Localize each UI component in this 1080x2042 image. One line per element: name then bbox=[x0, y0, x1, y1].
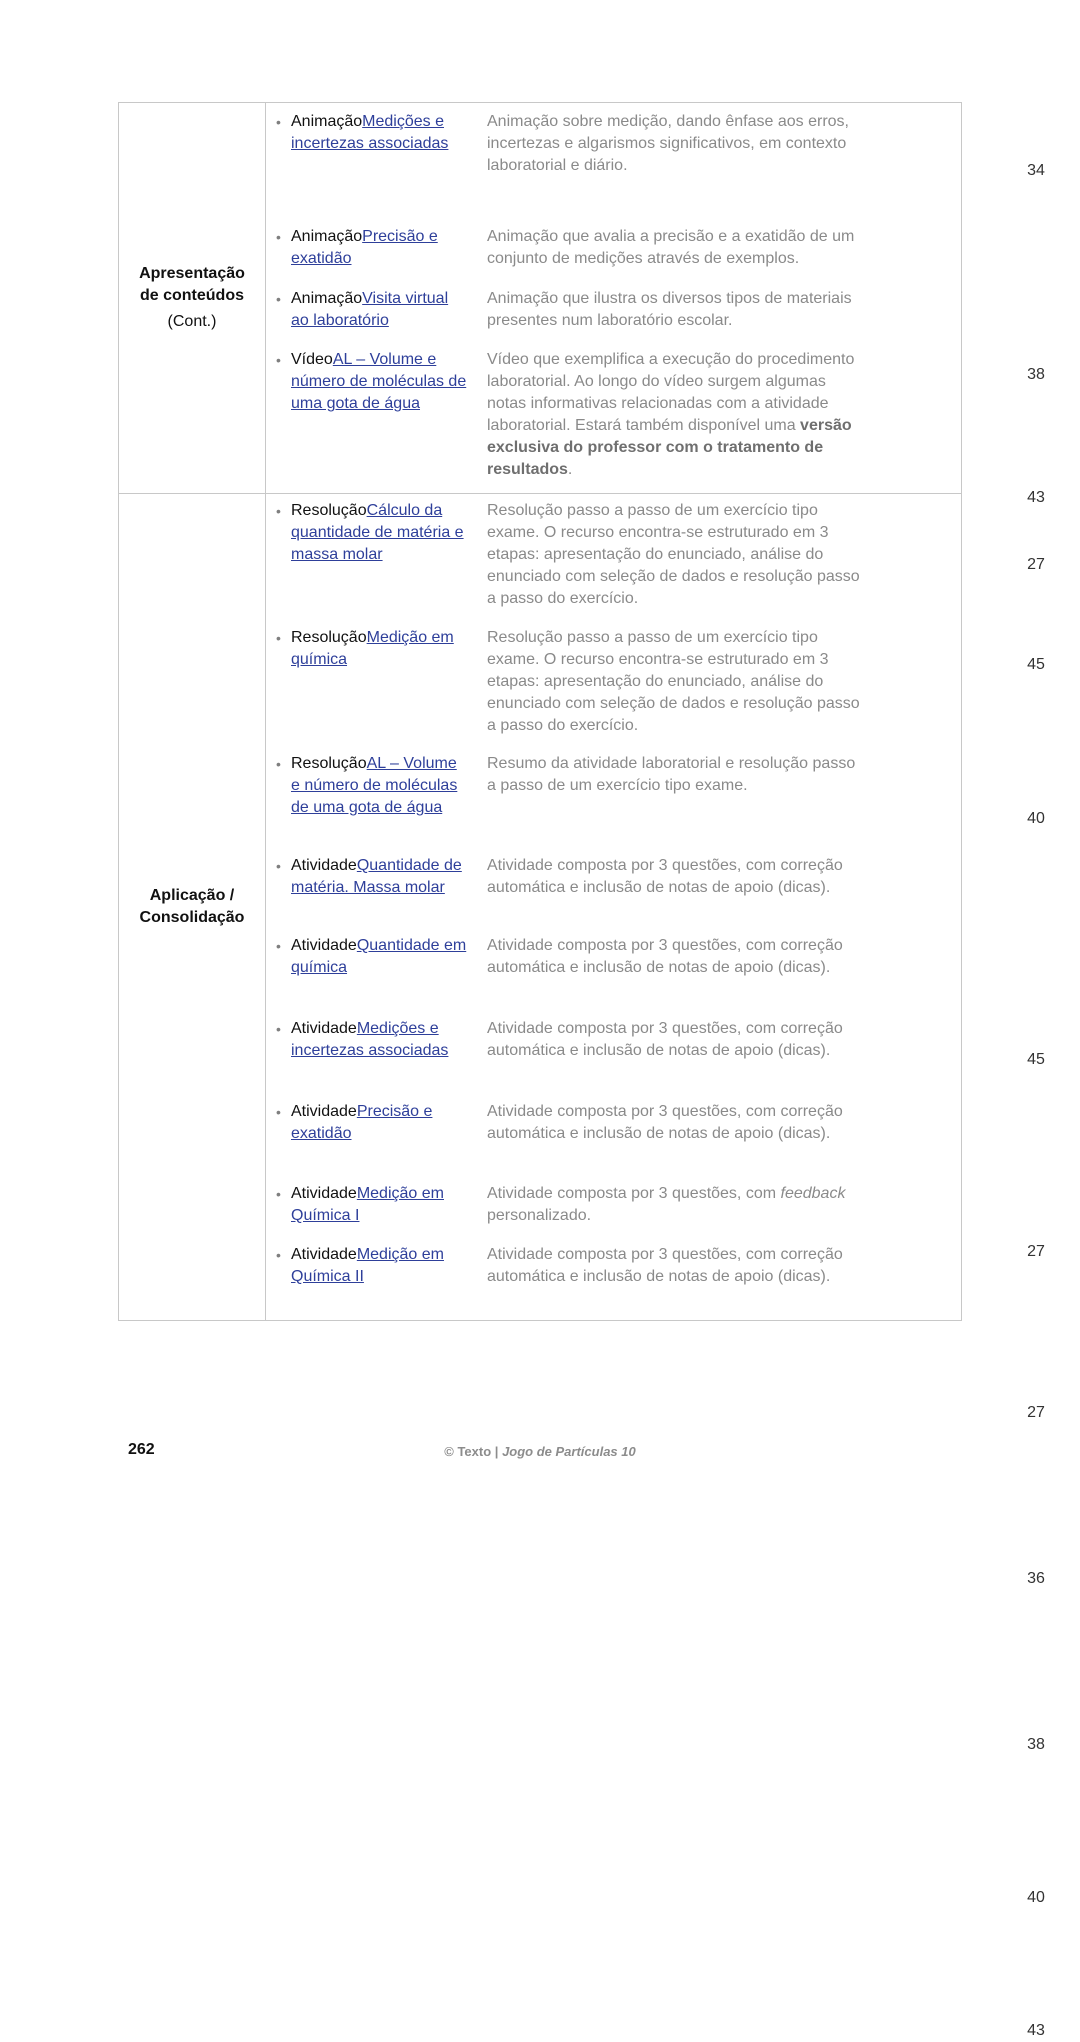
bullet-icon: • bbox=[276, 630, 281, 646]
separator: | bbox=[494, 1444, 499, 1459]
bullet-icon: • bbox=[276, 114, 281, 130]
bullet-icon: • bbox=[276, 1186, 281, 1202]
description-text: Resolução passo a passo de um exercício tipo exame. O recurso encontra-se estruturado em 3 etapas: apresentação do enunciado, análise do enunciado com seleção de dados e resolução passo a passo do exercício. bbox=[487, 629, 860, 734]
resource-link[interactable]: Medições e incertezas associadas bbox=[291, 1020, 449, 1059]
resource-item bbox=[276, 1183, 468, 1227]
bullet-icon: • bbox=[276, 503, 281, 519]
resource-link[interactable]: Visita virtual ao laboratório bbox=[291, 290, 449, 329]
description-text: Atividade composta por 3 questões, com correção automática e inclusão de notas de apoio (dicas). bbox=[487, 1103, 843, 1142]
page-reference: 34 bbox=[1027, 162, 1045, 179]
resource-item bbox=[276, 1018, 468, 1062]
resource-link[interactable]: Precisão e exatidão bbox=[291, 1103, 433, 1142]
resource-item bbox=[276, 627, 468, 671]
bullet-icon: • bbox=[276, 938, 281, 954]
resource-item bbox=[276, 111, 468, 155]
resource-description bbox=[487, 753, 867, 797]
page-reference: 43 bbox=[1027, 489, 1045, 506]
copyright: © Texto bbox=[444, 1444, 492, 1459]
section-label-cont: (Cont.) bbox=[167, 313, 217, 330]
section-label bbox=[119, 103, 266, 493]
description-text: . bbox=[567, 461, 573, 478]
resource-link[interactable]: Medição em Química I bbox=[291, 1185, 444, 1224]
resource-item bbox=[276, 500, 468, 566]
bullet-icon: • bbox=[276, 1021, 281, 1037]
resource-type: Animação bbox=[291, 228, 363, 245]
description-text: versão exclusiva do professor com o tratamento de resultados bbox=[487, 417, 852, 478]
resource-description bbox=[487, 627, 867, 737]
resource-description bbox=[487, 1183, 867, 1227]
resource-type: Atividade bbox=[291, 1246, 357, 1263]
resource-description bbox=[487, 935, 867, 979]
resource-type: Resolução bbox=[291, 755, 367, 772]
resource-item bbox=[276, 753, 468, 819]
resource-link[interactable]: Medição em Química II bbox=[291, 1246, 444, 1285]
resource-item bbox=[276, 349, 468, 415]
resource-link[interactable]: Precisão e exatidão bbox=[291, 228, 438, 267]
bullet-icon: • bbox=[276, 858, 281, 874]
resource-type: Animação bbox=[291, 113, 363, 130]
resource-link[interactable]: Medições e incertezas associadas bbox=[291, 113, 449, 152]
page-reference: 27 bbox=[1027, 556, 1045, 573]
bullet-icon: • bbox=[276, 756, 281, 772]
resource-description bbox=[487, 288, 867, 332]
resource-description bbox=[487, 1244, 867, 1288]
resource-description bbox=[487, 226, 867, 270]
page-reference: 45 bbox=[1027, 1051, 1045, 1068]
bullet-icon: • bbox=[276, 1104, 281, 1120]
resource-description bbox=[487, 111, 867, 177]
resource-link[interactable]: Quantidade de matéria. Massa molar bbox=[291, 857, 462, 896]
resource-description bbox=[487, 855, 867, 899]
description-text: Animação sobre medição, dando ênfase aos erros, incertezas e algarismos significativos, em contexto laboratorial e diário. bbox=[487, 113, 849, 174]
page-reference: 36 bbox=[1027, 1570, 1045, 1587]
description-text: Atividade composta por 3 questões, com correção automática e inclusão de notas de apoio (dicas). bbox=[487, 857, 843, 896]
description-text: Atividade composta por 3 questões, com bbox=[487, 1185, 781, 1202]
page-reference: 40 bbox=[1027, 810, 1045, 827]
page-reference: 38 bbox=[1027, 1736, 1045, 1753]
resource-item bbox=[276, 935, 468, 979]
resource-item bbox=[276, 1244, 468, 1288]
description-text: Atividade composta por 3 questões, com correção automática e inclusão de notas de apoio (dicas). bbox=[487, 937, 843, 976]
resource-description bbox=[487, 349, 867, 481]
resource-type: Resolução bbox=[291, 502, 367, 519]
section-label-title: Apresentação de conteúdos bbox=[139, 265, 245, 304]
description-text: Resolução passo a passo de um exercício tipo exame. O recurso encontra-se estruturado em 3 etapas: apresentação do enunciado, análise do enunciado com seleção de dados e resolução passo a passo do exercício. bbox=[487, 502, 860, 607]
resource-type: Resolução bbox=[291, 629, 367, 646]
resource-link[interactable]: Medição em química bbox=[291, 629, 454, 668]
resource-type: Atividade bbox=[291, 937, 357, 954]
section-label bbox=[119, 494, 266, 1320]
bullet-icon: • bbox=[276, 291, 281, 307]
description-text: personalizado. bbox=[487, 1207, 592, 1224]
bullet-icon: • bbox=[276, 229, 281, 245]
resource-type: Atividade bbox=[291, 857, 357, 874]
resource-link[interactable]: AL – Volume e número de moléculas de uma gota de água bbox=[291, 755, 458, 816]
resource-description bbox=[487, 1101, 867, 1145]
resource-item bbox=[276, 1101, 468, 1145]
resource-link[interactable]: Cálculo da quantidade de matéria e massa molar bbox=[291, 502, 464, 563]
resource-type: Vídeo bbox=[291, 351, 333, 368]
resource-type: Atividade bbox=[291, 1020, 357, 1037]
description-text: Atividade composta por 3 questões, com correção automática e inclusão de notas de apoio (dicas). bbox=[487, 1020, 843, 1059]
resource-item bbox=[276, 288, 468, 332]
resource-item bbox=[276, 226, 468, 270]
description-text: feedback bbox=[780, 1185, 846, 1202]
description-text: Animação que avalia a precisão e a exatidão de um conjunto de medições através de exemplos. bbox=[487, 228, 855, 267]
footer-credits bbox=[0, 1444, 1080, 1459]
description-text: Resumo da atividade laboratorial e resolução passo a passo de um exercício tipo exame. bbox=[487, 755, 856, 794]
page-reference: 27 bbox=[1027, 1243, 1045, 1260]
resource-type: Atividade bbox=[291, 1103, 357, 1120]
resource-description bbox=[487, 1018, 867, 1062]
page-reference: 43 bbox=[1027, 2022, 1045, 2039]
resource-description bbox=[487, 500, 867, 610]
section-label-title: Aplicação / Consolidação bbox=[139, 887, 245, 926]
description-text: Animação que ilustra os diversos tipos de materiais presentes num laboratório escolar. bbox=[487, 290, 852, 329]
resource-type: Atividade bbox=[291, 1185, 357, 1202]
resource-item bbox=[276, 855, 468, 899]
resource-link[interactable]: AL – Volume e número de moléculas de uma gota de água bbox=[291, 351, 467, 412]
page-reference: 45 bbox=[1027, 656, 1045, 673]
page-reference: 27 bbox=[1027, 1404, 1045, 1421]
description-text: Atividade composta por 3 questões, com correção automática e inclusão de notas de apoio (dicas). bbox=[487, 1246, 843, 1285]
page-reference: 38 bbox=[1027, 366, 1045, 383]
bullet-icon: • bbox=[276, 1247, 281, 1263]
resource-link[interactable]: Quantidade em química bbox=[291, 937, 467, 976]
book-title: Jogo de Partículas 10 bbox=[502, 1444, 636, 1459]
page-reference: 40 bbox=[1027, 1889, 1045, 1906]
page-number: 262 bbox=[128, 1441, 155, 1458]
bullet-icon: • bbox=[276, 352, 281, 368]
description-text: Vídeo que exemplifica a execução do procedimento laboratorial. Ao longo do vídeo surgem algumas notas informativas relacionadas com a atividade laboratorial. Estará também disponível uma bbox=[487, 351, 855, 434]
resource-type: Animação bbox=[291, 290, 363, 307]
